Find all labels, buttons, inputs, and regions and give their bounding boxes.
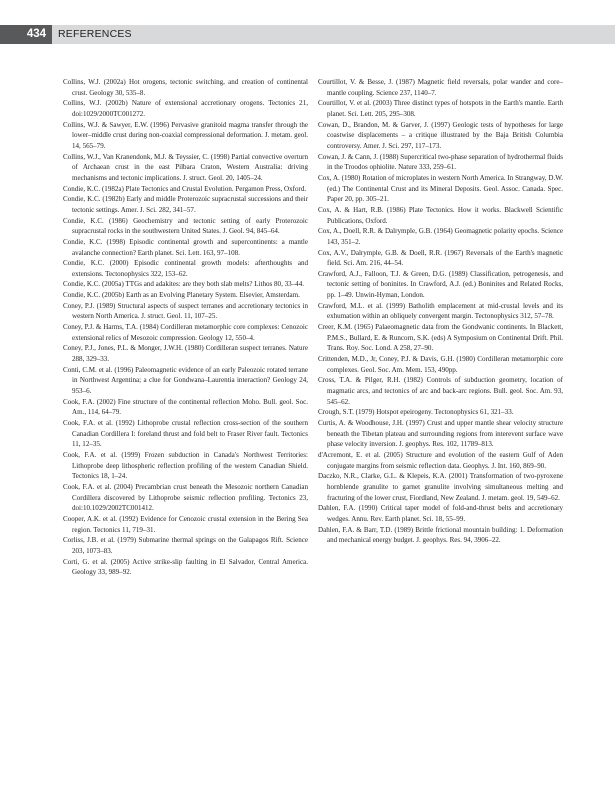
reference-entry: Dahlen, F.A. (1990) Critical taper model of fold-and-thrust belts and accretionary wedges. Annu. Rev. Earth planet. Sci. 18, 55–99. (318, 504, 563, 523)
reference-entry: Collins, W.J. (2002b) Nature of extensional accretionary orogens. Tectonics 21, doi:1029/2000TC001272. (63, 99, 308, 118)
right-column (318, 77, 563, 546)
reference-entry: Courtillot, V. et al. (2003) Three distinct types of hotspots in the Earth's mantle. Earth planet. Sci. Lett. 205, 295–308. (318, 99, 563, 118)
left-column (63, 77, 308, 578)
reference-entry: Condie, K.C. (1986) Geochemistry and tectonic setting of early Proterozoic supracrustal rocks in the southwestern United States. J. Geol. 94, 845–64. (63, 216, 308, 236)
page-header (0, 0, 615, 46)
reference-entry: Crough, S.T. (1979) Hotspot epeirogeny. Tectonophysics 61, 321–33. (318, 408, 514, 417)
reference-entry: Cross, T.A. & Pilger, R.H. (1982) Controls of subduction geometry, location of magmatic arcs, and tectonics of arc and back-arc regions. Bull. geol. Soc. Am. 93, 545–62. (318, 376, 563, 406)
reference-entry: Condie, K.C. (1982b) Early and middle Proterozoic supracrustal successions and their tectonic settings. Amer. J. Sci. 282, 341–57. (63, 195, 308, 214)
reference-entry: Cowan, D., Brandon, M. & Garver, J. (1997) Geologic tests of hypotheses for large coastwise displacements – a critique illustrated by the Baja British Columbia controversy. Amer. J. Sci. 297, 117–173. (318, 120, 563, 150)
reference-entry: Cox, A. (1980) Rotation of microplates in western North America. In Strangway, D.W. (ed.) The Continental Crust and its Mineral Deposits. Geol. Assoc. Canada. Spec. Paper 20, pp. 305–21. (318, 173, 563, 204)
reference-entry: Cook, F.A. et al. (1999) Frozen subduction in Canada's Northwest Territories: Lithoprobe deep lithospheric reflection profiling of the western Canadian Shield. Tectonics 18, 1–24. (63, 450, 308, 481)
reference-entry: Cox, A.V., Dalrymple, G.B. & Doell, R.R. (1967) Reversals of the Earth's magnetic field. Sci. Am. 216, 44–54. (318, 248, 563, 268)
reference-entry: Corti, G. et al. (2005) Active strike-slip faulting in El Salvador, Central America. Geology 33, 989–92. (63, 557, 308, 577)
reference-entry: Condie, K.C. (2005a) TTGs and adakites: are they both slab melts? Lithos 80, 33–44. (63, 280, 304, 289)
reference-entry: Cox, A. & Hart, R.B. (1986) Plate Tectonics. How it works. Blackwell Scientific Publications, Oxford. (318, 205, 563, 225)
reference-entry: Crawford, M.L. et al. (1999) Batholith emplacement at mid-crustal levels and its exhumation within an obliquely convergent margin. Tectonophysics 312, 57–78. (318, 301, 563, 321)
reference-entry: Conti, C.M. et al. (1996) Paleomagnetic evidence of an early Paleozoic rotated terrane in Northwest Argentina; a clue for Gondwana–Laurentia interaction? Geology 24, 953–6. (63, 365, 308, 396)
reference-entry: Crawford, A.J., Falloon, T.J. & Green, D.G. (1989) Classification, petrogenesis, and tectonic setting of boninites. In Crawford, A.J. (ed.) Boninites and Related Rocks, pp. 1–49. Unwin-Hyman, London. (318, 269, 563, 300)
section-title: REFERENCES (58, 28, 132, 40)
reference-entry: Condie, K.C. (2005b) Earth as an Evolving Planetary System. Elsevier, Amsterdam. (63, 291, 300, 300)
reference-entry: Coney, P.J. & Harms, T.A. (1984) Cordilleran metamorphic core complexes: Cenozoic extensional relics of Mesozoic compression. Geology 12, 550–4. (63, 323, 308, 342)
reference-entry: Curtis, A. & Woodhouse, J.H. (1997) Crust and upper mantle shear velocity structure beneath the Tibetan plateau and surrounding regions from interevent surface wave phase velocity inversion. J. geophys. Res. 102, 11789–813. (318, 419, 563, 449)
reference-entry: Collins, W.J., Van Kranendonk, M.J. & Teyssier, C. (1998) Partial convective overturn of Archaean crust in the east Pilbara Craton, Western Australia: driving mechanisms and tectonic implications. J. struct. Geol. 20, 1405–24. (63, 152, 308, 182)
reference-entry: Cook, F.A. et al. (2004) Precambrian crust beneath the Mesozoic northern Canadian Cordillera discovered by Lithoprobe seismic reflection profiling. Tectonics 23, doi:10.1029/2002TC001412. (63, 482, 308, 513)
reference-entry: Courtillot, V. & Besse, J. (1987) Magnetic field reversals, polar wander and core–mantle coupling. Science 237, 1140–7. (318, 78, 563, 97)
reference-entry: Coney, P.J. (1989) Structural aspects of suspect terranes and accretionary tectonics in western North America. J. struct. Geol. 11, 107–25. (63, 301, 308, 321)
reference-entry: Cox, A., Doell, R.R. & Dalrymple, G.B. (1964) Geomagnetic polarity epochs. Science 143, 351–2. (318, 227, 563, 246)
reference-entry: Collins, W.J. & Sawyer, E.W. (1996) Pervasive granitoid magma transfer through the lower–middle crust during non-coaxial compressional deformation. J. metam. geol. 14, 565–79. (63, 120, 308, 150)
reference-entry: Cook, F.A. (2002) Fine structure of the continental reflection Moho. Bull. geol. Soc. Am., 114, 64–79. (63, 397, 308, 417)
reference-entry: Condie, K.C. (1982a) Plate Tectonics and Crustal Evolution. Pergamon Press, Oxford. (63, 184, 307, 193)
reference-entry: Condie, K.C. (2000) Episodic continental growth models: afterthoughts and extensions. Tectonophysics 322, 153–62. (63, 259, 308, 278)
reference-entry: Corliss, J.B. et al. (1979) Submarine thermal springs on the Galapagos Rift. Science 203, 1073–83. (63, 536, 308, 555)
reference-entry: Cowan, J. & Cann, J. (1988) Supercritical two-phase separation of hydrothermal fluids in the Troodos ophiolite. Nature 333, 259–61. (318, 152, 563, 172)
reference-entry: Crittenden, M.D., Jr, Coney, P.J. & Davis, G.H. (1980) Cordilleran metamorphic core complexes. Geol. Soc. Am. Mem. 153, 490pp. (318, 355, 563, 374)
reference-entry: Creer, K.M. (1965) Palaeomagnetic data from the Gondwanic continents. In Blackett, P.M.S., Bullard, E. & Runcorn, S.K. (eds) A Symposium on Continental Drift. Phil. Trans. Roy. Soc. Lond. A 258, 27–90. (318, 323, 563, 353)
reference-entry: Condie, K.C. (1998) Episodic continental growth and supercontinents: a mantle avalanche connection? Earth planet. Sci. Lett. 163, 97–108. (63, 237, 308, 257)
reference-entry: Coney, P.J., Jones, P.L. & Monger, J.W.H. (1980) Cordilleran suspect terranes. Nature 288, 329–33. (63, 344, 308, 364)
reference-entry: Cook, F.A. et al. (1992) Lithoprobe crustal reflection cross-section of the southern Canadian Cordillera I: foreland thrust and fold belt to Fraser River fault. Tectonics 11, 12–35. (63, 419, 308, 449)
reference-entry: Cooper, A.K. et al. (1992) Evidence for Cenozoic crustal extension in the Bering Sea region. Tectonics 11, 719–31. (63, 514, 308, 534)
reference-entry: Dahlen, F.A. & Barr, T.D. (1989) Brittle frictional mountain building: 1. Deformation and mechanical energy budget. J. geophys. Res. 94, 3906–22. (318, 525, 563, 545)
reference-entry: d'Acremont, E. et al. (2005) Structure and evolution of the eastern Gulf of Aden conjugate margins from seismic reflection data. Geophys. J. Int. 160, 869–90. (318, 450, 563, 470)
reference-entry: Daczko, N.R., Clarke, G.L. & Klepeis, K.A. (2001) Transformation of two-pyroxene hornblende granulite to garnet granulite involving simultaneous melting and fracturing of the lower crust, Fiordland, New Zealand. J. metam. geol. 19, 549–62. (318, 472, 563, 502)
reference-entry: Collins, W.J. (2002a) Hot orogens, tectonic switching, and creation of continental crust. Geology 30, 535–8. (63, 78, 308, 97)
page-number: 434 (0, 25, 52, 44)
